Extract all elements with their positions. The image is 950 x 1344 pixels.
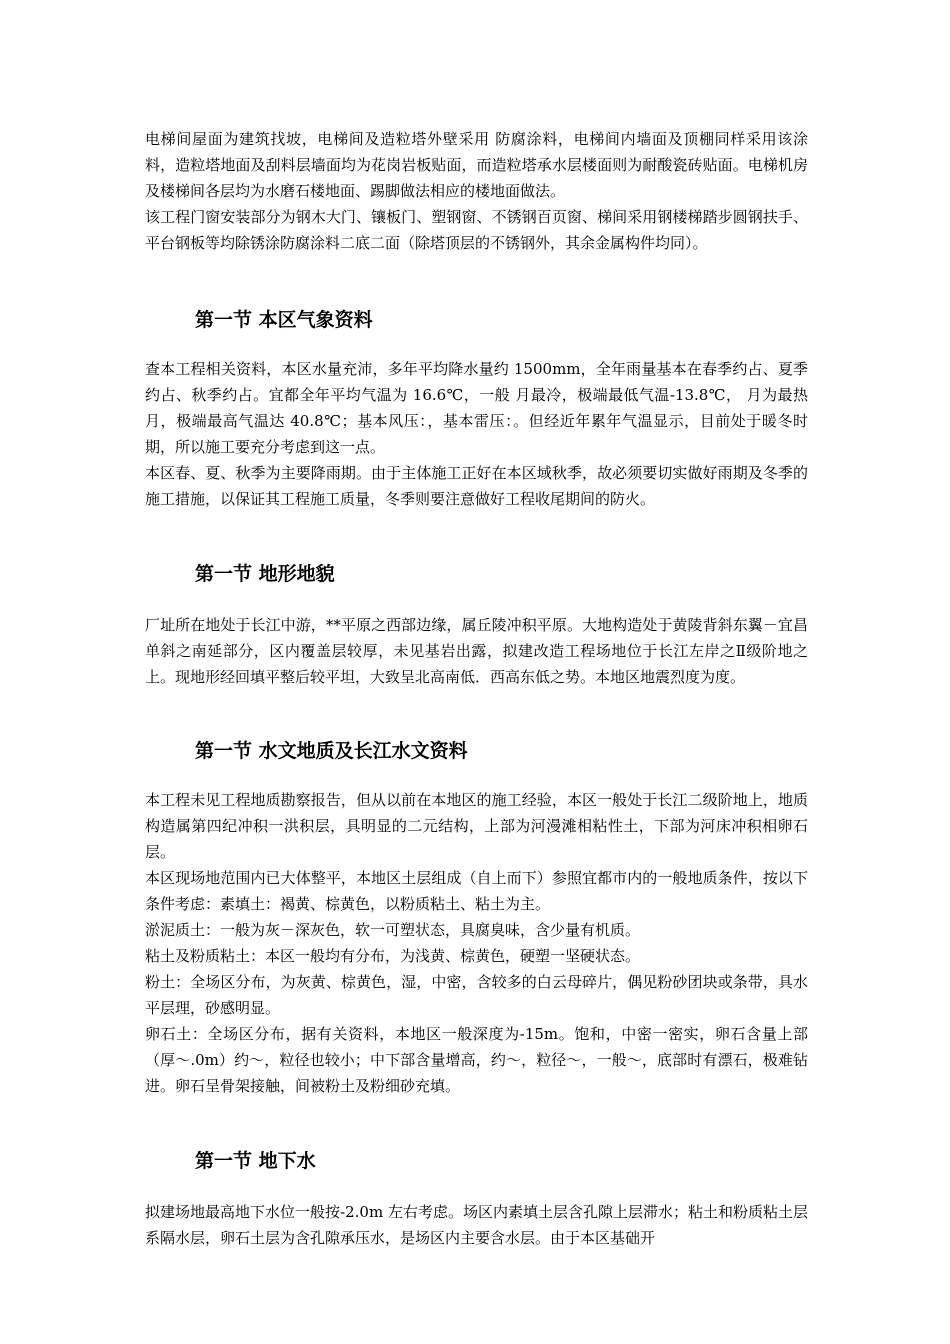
section-body-groundwater bbox=[145, 1199, 808, 1251]
section-heading-weather: 第一节 本区气象资料 bbox=[195, 309, 373, 331]
body-paragraph: 粉土：全场区分布，为灰黄、棕黄色，湿，中密，含较多的白云母碎片，偶见粉砂团块或条带，具水平层理，砂感明显。 bbox=[145, 973, 808, 1017]
body-paragraph: 本区现场地范围内已大体整平，本地区土层组成（自上而下）参照宜都市内的一般地质条件，按以下条件考虑：素填土：褐黄、棕黄色，以粉质粘土、粘土为主。 bbox=[145, 869, 808, 913]
body-paragraph: 拟建场地最高地下水位一般按-2.0m 左右考虑。场区内素填土层含孔隙上层滞水；粘土和粉质粘土层系隔水层，卵石土层为含孔隙承压水，是场区内主要含水层。由于本区基础开 bbox=[145, 1203, 808, 1247]
body-paragraph: 淤泥质土：一般为灰－深灰色，软一可塑状态，具腐臭味，含少量有机质。 bbox=[145, 921, 641, 939]
body-paragraph: 本工程未见工程地质勘察报告，但从以前在本地区的施工经验，本区一般处于长江二级阶地上，地质构造属第四纪冲积一洪积层，具明显的二元结构，上部为河漫滩相粘性土，下部为河床冲积相卵石层。 bbox=[145, 791, 808, 861]
intro-paragraph: 电梯间屋面为建筑找坡，电梯间及造粒塔外壁采用 防腐涂料，电梯间内墙面及顶棚同样采用该涂料，造粒塔地面及刮料层墙面均为花岗岩板贴面，而造粒塔承水层楼面则为耐酸瓷砖贴面。电梯机房及楼梯间各层均为水磨石楼地面、踢脚做法相应的楼地面做法。 bbox=[145, 130, 808, 200]
section-body-hydrogeology bbox=[145, 787, 808, 1099]
section-heading-terrain: 第一节 地形地貌 bbox=[195, 563, 335, 585]
body-paragraph: 粘土及粉质粘土：本区一般均有分布，为浅黄、棕黄色，硬塑一坚硬状态。 bbox=[145, 947, 641, 965]
intro-paragraph: 该工程门窗安装部分为钢木大门、镶板门、塑钢窗、不锈钢百页窗、梯间采用钢楼梯踏步圆钢扶手、平台钢板等均除锈涂防腐涂料二底二面（除塔顶层的不锈钢外，其余金属构件均同）。 bbox=[145, 208, 808, 252]
section-heading-hydrogeology: 第一节 水文地质及长江水文资料 bbox=[195, 740, 468, 762]
section-heading-groundwater: 第一节 地下水 bbox=[195, 1150, 316, 1172]
body-paragraph: 本区春、夏、秋季为主要降雨期。由于主体施工正好在本区域秋季，故必须要切实做好雨期及冬季的施工措施，以保证其工程施工质量，冬季则要注意做好工程收尾期间的防火。 bbox=[145, 464, 808, 508]
section-body-terrain bbox=[145, 612, 808, 690]
section-body-weather bbox=[145, 356, 808, 512]
body-paragraph: 厂址所在地处于长江中游，**平原之西部边缘，属丘陵冲积平原。大地构造处于黄陵背斜东翼－宜昌单斜之南延部分，区内覆盖层较厚，未见基岩出露，拟建改造工程场地位于长江左岸之Ⅱ级阶地之上。现地形经回填平整后较平坦，大致呈北高南低．西高东低之势。本地区地震烈度为度。 bbox=[145, 616, 808, 686]
document-page bbox=[145, 0, 808, 1251]
body-paragraph: 查本工程相关资料，本区水量充沛，多年平均降水量约 1500mm，全年雨量基本在春季约占、夏季约占、秋季约占。宜都全年平均气温为 16.6℃，一般 月最冷，极端最低气温-13.8℃， 月为最热月，极端最高气温达 40.8℃；基本风压：，基本雷压：。但经近年累年气温显示，目前处于暖冬时期，所以施工要充分考虑到这一点。 bbox=[145, 360, 808, 456]
intro-block bbox=[145, 126, 808, 256]
body-paragraph: 卵石土：全场区分布，据有关资料，本地区一般深度为-15m。饱和，中密一密实，卵石含量上部（厚～.0m）约～，粒径也较小；中下部含量增高，约～，粒径～，一般～，底部时有漂石，极难钻进。卵石呈骨架接触，间被粉土及粉细砂充填。 bbox=[145, 1025, 808, 1095]
